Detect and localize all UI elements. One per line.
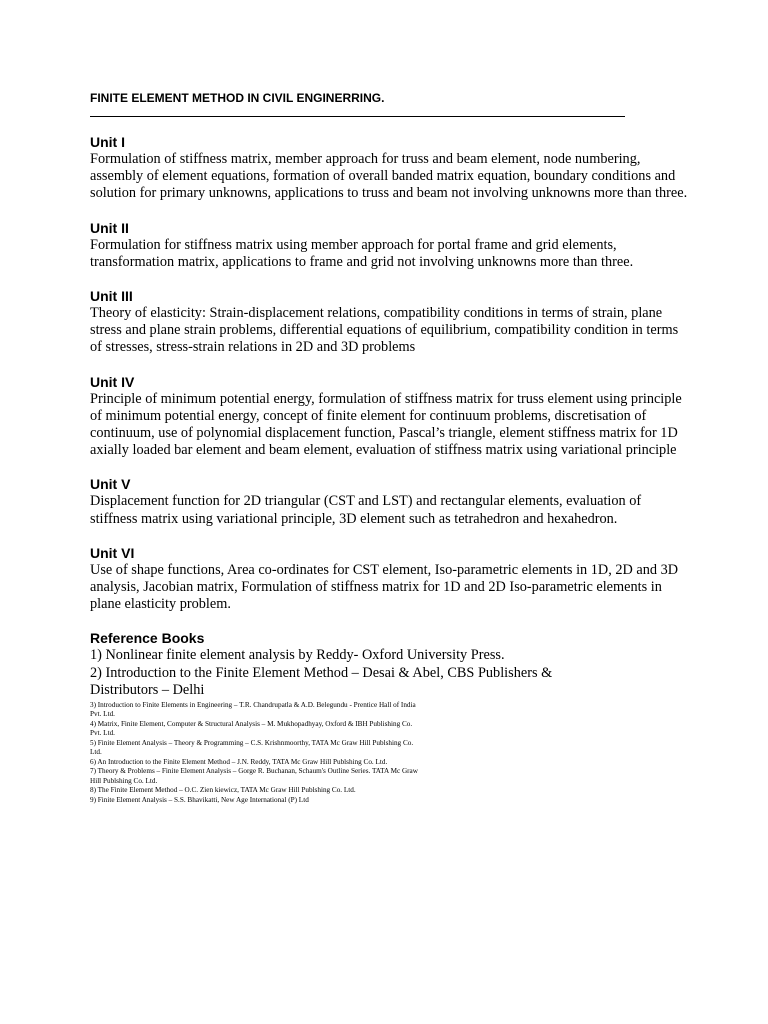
reference-item: 1) Nonlinear finite element analysis by Reddy- Oxford University Press. <box>90 647 505 664</box>
reference-books-section <box>90 629 690 805</box>
unit-heading: Unit I <box>90 134 125 150</box>
unit-section-5 <box>90 475 690 527</box>
unit-section-2 <box>90 219 690 271</box>
title-underline <box>90 116 625 117</box>
unit-description: Use of shape functions, Area co-ordinates for CST element, Iso-parametric elements in 1D, 2D and 3D analysis, Jacobian matrix, Formulation of stiffness matrix for 1D and 2D Iso-parametric elements in plane elasticity problem. <box>90 561 679 613</box>
unit-description: Theory of elasticity: Strain-displacement relations, compatibility conditions in terms of strain, plane stress and plane strain problems, differential equations of equilibrium, compatibility condition in terms of stresses, stress-strain relations in 2D and 3D problems <box>90 305 679 356</box>
unit-heading: Unit IV <box>90 373 135 390</box>
unit-heading: Unit III <box>90 288 133 305</box>
unit-section-4 <box>90 373 690 460</box>
reference-item: 2) Introduction to the Finite Element Method – Desai & Abel, CBS Publishers & Distributors – Delhi <box>90 664 553 699</box>
reference-item: 9) Finite Element Analysis – S.S. Bhavikatti, New Age International (P) Ltd <box>90 795 309 804</box>
unit-section-3 <box>90 287 690 357</box>
unit-description: Displacement function for 2D triangular (CST and LST) and rectangular elements, evaluation of stiffness matrix using variational principle, 3D element such as tetrahedron and hexahedron. <box>90 493 642 527</box>
unit-heading: Unit II <box>90 219 129 236</box>
unit-heading: Unit VI <box>90 544 135 561</box>
document-page <box>90 90 690 805</box>
unit-heading: Unit V <box>90 476 131 493</box>
reference-item: 6) An Introduction to the Finite Element Method – J.N. Reddy, TATA Mc Graw Hill Publshing Co. Ltd. <box>90 757 388 766</box>
document-title: FINITE ELEMENT METHOD IN CIVIL ENGINERRING. <box>90 91 385 105</box>
reference-small-list <box>90 701 690 806</box>
unit-description: Formulation of stiffness matrix, member approach for truss and beam element, node numbering, assembly of element equations, formation of overall banded matrix equation, boundary conditions and solution for primary unknowns, applications to truss and beam not involving unknowns more than three. <box>90 151 688 202</box>
reference-item: 3) Introduction to Finite Elements in Engineering – T.R. Chandrupatla & A.D. Belegundu - Prentice Hall of India Pvt. Ltd. <box>90 700 416 719</box>
reference-item: 4) Matrix, Finite Element, Computer & Structural Analysis – M. Mukhopadhyay, Oxford & IBH Publishing Co. Pvt. Ltd. <box>90 719 413 738</box>
unit-description: Formulation for stiffness matrix using member approach for portal frame and grid elements, transformation matrix, applications to frame and grid not involving unknowns more than three. <box>90 236 634 270</box>
reference-item: 5) Finite Element Analysis – Theory & Programming – C.S. Krishnmoorthy, TATA Mc Graw Hill Publshing Co. Ltd. <box>90 738 414 757</box>
unit-section-1 <box>90 133 690 203</box>
unit-section-6 <box>90 544 690 614</box>
reference-item: 8) The Finite Element Method – O.C. Zien kiewicz, TATA Mc Graw Hill Publshing Co. Ltd. <box>90 786 356 795</box>
reference-books-heading: Reference Books <box>90 630 205 647</box>
unit-description: Principle of minimum potential energy, formulation of stiffness matrix for truss element using principle of minimum potential energy, concept of finite element for continuum problems, discretisation of continuum, use of polynomial displacement function, Pascal’s triangle, element stiffness matrix for 1D axially loaded bar element and beam element, evaluation of stiffness matrix using variational principle <box>90 390 682 459</box>
reference-item: 7) Theory & Problems – Finite Element Analysis – Gorge R. Buchanan, Schaum's Outline Series. TATA Mc Graw Hill Publshing Co. Ltd. <box>90 767 418 785</box>
